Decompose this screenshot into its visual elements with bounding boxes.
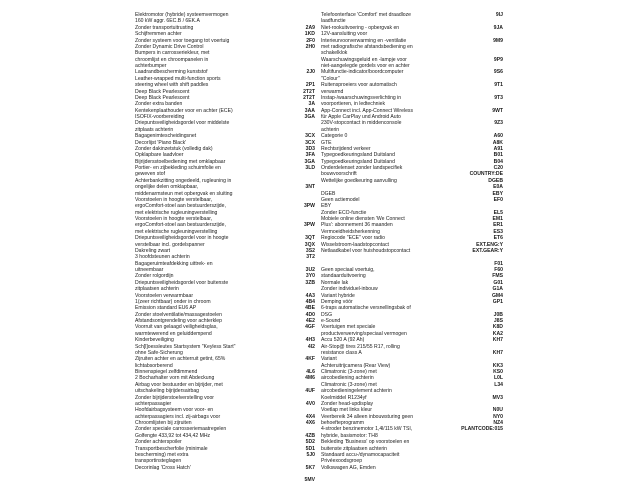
option-description-line: Emission standard EU6 AP bbox=[135, 305, 197, 312]
option-code: 4M6 bbox=[305, 375, 315, 382]
option-description-line: Zonder ECO-functie bbox=[321, 209, 367, 216]
option-code: 4X6 bbox=[305, 420, 315, 426]
option-description-line: Hoofdairbagsysteem voor voor- en bbox=[135, 407, 214, 414]
option-description-line: Demping vóór bbox=[321, 298, 353, 305]
option-description-line: Waarschuwingsgeluid en -lampje voor bbox=[321, 56, 407, 63]
option-description-line: Accu 520 A (92 Ah) bbox=[321, 337, 365, 344]
option-description-line: 12V-aansluiting voor bbox=[321, 31, 368, 38]
option-code: DGEB bbox=[488, 177, 503, 184]
option-description-line: Voetlap met links kleur bbox=[321, 407, 372, 414]
option-code: 1KD bbox=[304, 31, 315, 38]
option-description-line: Afstandsontgrendeling voor achterklep bbox=[135, 318, 222, 324]
option-description-line: achterbumper bbox=[135, 63, 167, 69]
option-description-line: Golfengte 433,92 tot 434,42 MHz bbox=[135, 432, 211, 439]
option-description-line: schakelklok bbox=[321, 50, 348, 57]
option-description-line: Schijfremmen achter bbox=[135, 31, 182, 38]
option-description-line: ergoComfort-stoel aan bestuurderszijde, bbox=[135, 203, 226, 210]
option-description-line: Zonder rolgordijn bbox=[135, 273, 174, 280]
option-code: 3FA bbox=[305, 152, 315, 159]
option-description-line: Portier- en zijbekleding schuimfolie en bbox=[135, 165, 221, 171]
option-description-line: Driepuntsveiligheidsgordel voor in hoogte bbox=[135, 235, 229, 242]
option-code: 9Z3 bbox=[494, 120, 503, 127]
option-description-line: Koelmiddel R1234yf bbox=[321, 394, 367, 401]
option-description-line: Bumpers in carrosseriekleur, met bbox=[135, 50, 210, 57]
option-description-line: Binnenspiegel zelfdimmend bbox=[135, 369, 198, 375]
option-code: 3QX bbox=[304, 241, 315, 248]
option-description-line: Onderdelenset zonder landspecifiek bbox=[321, 165, 403, 171]
option-code: KS0 bbox=[493, 369, 503, 375]
option-description-line: Zonder speciale carrosseriemaatregelen bbox=[135, 426, 227, 433]
option-description-line: Variant hybride bbox=[321, 292, 355, 299]
option-description-line: uitneembaar bbox=[135, 267, 164, 273]
option-description-line: Multifunctie-indicator/boordcomputer bbox=[321, 69, 404, 76]
option-description-line: bouwvoorschrift bbox=[321, 171, 357, 178]
option-description-line: uitschakeling bijrijdersairbag bbox=[135, 388, 199, 395]
option-code: COUNTRY:DE bbox=[469, 171, 503, 178]
option-description-line: buitenste zitplaatsen achterin bbox=[321, 445, 387, 452]
option-description-line: laadfunctie bbox=[321, 18, 346, 25]
option-description-line: met elektrische rugleuningverstelling bbox=[135, 209, 218, 216]
option-description-line: Achteruitrijcamera (Rear View) bbox=[321, 362, 391, 369]
option-description-line: 230V-stopcontact in middenconsole bbox=[321, 120, 402, 127]
option-description-line: achterin bbox=[321, 126, 340, 133]
option-description-line: Zonder individuel-inbouw bbox=[321, 286, 378, 293]
option-code: EBY bbox=[492, 190, 503, 197]
option-code: 3GA bbox=[304, 158, 315, 165]
left-description-column bbox=[135, 12, 295, 471]
option-code: FMS bbox=[492, 273, 503, 280]
option-description-line: Airbag voor bestuurder en bijrijder, met bbox=[135, 381, 223, 388]
option-code: ES3 bbox=[493, 228, 503, 235]
option-code: A60 bbox=[493, 133, 503, 140]
option-code: G01 bbox=[493, 279, 503, 286]
option-code: 2J0 bbox=[306, 69, 315, 76]
option-code: KH7 bbox=[492, 337, 503, 344]
option-description-line: ongelijke delen omklapbaar, bbox=[135, 184, 199, 191]
option-description-line: Zijruiten achter en achterruit getint, 65% bbox=[135, 356, 226, 363]
option-description-line: behoefteprogramm bbox=[321, 420, 365, 426]
option-description-line: Bijrijdersstoelbediening met omklapbaar bbox=[135, 158, 226, 165]
option-description-line: verwarmd bbox=[321, 88, 344, 95]
option-code: EXT.ENG:Y bbox=[476, 241, 503, 248]
option-description-line: Categorie 0 bbox=[321, 133, 348, 140]
option-code: EF0 bbox=[493, 196, 503, 203]
option-code: 5D1 bbox=[305, 445, 315, 452]
option-description-line: Zonder bijrijderstoelverstelling voor bbox=[135, 394, 214, 401]
option-description-line: met radiografische afstandsbediening en bbox=[321, 43, 413, 50]
option-description-line: achterpassagier bbox=[135, 400, 172, 407]
option-code: 5J0 bbox=[306, 451, 315, 458]
option-description-line: Laadrandbescherming kunststof bbox=[135, 69, 208, 76]
option-description-line: Zonder Dynamic Drive Control bbox=[135, 43, 204, 50]
option-description-line: Vermoeidheidsherkenning bbox=[321, 228, 380, 235]
option-description-line: Voorruit van gelaagd veiligheidsglas, bbox=[135, 324, 218, 331]
option-description-line: Kinderbeveiliging bbox=[135, 337, 174, 344]
option-description-line: hybride, basismotor: TH8 bbox=[321, 432, 378, 439]
option-code: 4A3 bbox=[305, 292, 315, 299]
option-code: EM1 bbox=[492, 216, 503, 222]
option-description-line: Zonder extra banden bbox=[135, 101, 183, 108]
option-description-line: 1(zeer richtbaar) onder in chroom bbox=[135, 298, 211, 305]
option-description-line: verstelbaar incl. gordelspanner bbox=[135, 241, 205, 248]
option-description-line: GTE bbox=[321, 139, 332, 146]
option-code: L34 bbox=[494, 381, 503, 388]
option-description-line: standaarduitvoering bbox=[321, 273, 366, 280]
option-code: F60 bbox=[494, 267, 503, 273]
option-code: 3AA bbox=[304, 107, 315, 114]
option-description-line: Voorstoelen verwarmbaar bbox=[135, 292, 194, 299]
option-description-line: ergoComfort-stoel aan bestuurderszijde, bbox=[135, 222, 226, 229]
option-description-line: Typegoedkeuringsland Duitsland bbox=[321, 158, 395, 165]
option-code: 4D0 bbox=[305, 311, 315, 318]
option-code: 4GF bbox=[305, 324, 315, 331]
option-description-line: 4-stroder benzinemotor 1,4l/115 kW TSI, bbox=[321, 426, 413, 433]
right-code-column bbox=[457, 12, 503, 433]
option-description-line: met elektrische rugleuningverstelling bbox=[135, 228, 218, 235]
option-description-line: Normale lak bbox=[321, 279, 349, 286]
option-description-line: DGEB bbox=[321, 190, 336, 197]
option-code: 3CX bbox=[305, 133, 315, 140]
option-description-line: middenarmsteun met opbergvak en sluiting bbox=[135, 190, 233, 197]
option-code: A91 bbox=[493, 145, 503, 152]
option-description-line: Transportbescherfolie (minimale bbox=[135, 445, 208, 452]
option-description-line: ohne Safe-Sicherung bbox=[135, 349, 183, 356]
option-code: 4ZB bbox=[305, 432, 315, 439]
option-description-line: Zonder systeem voor toegang tot voertuig bbox=[135, 37, 230, 44]
option-description-line: 160 kW aggr. 6EC.B / 6EK.A bbox=[135, 18, 200, 25]
option-description-line: Geen speciaal voertuig, bbox=[321, 267, 375, 273]
option-code: A8K bbox=[492, 139, 503, 146]
option-description-line: Geen actiemodel bbox=[321, 196, 360, 203]
option-description-line: zitplaats achterin bbox=[135, 126, 174, 133]
option-code: 2T2T bbox=[303, 88, 315, 95]
option-description-line: Privéexoodsgroep bbox=[321, 458, 363, 465]
option-code: KA2 bbox=[492, 330, 503, 337]
option-code: 9T1 bbox=[494, 82, 503, 89]
option-description-line: Bekleding 'Business' op voorstoelen en bbox=[321, 439, 410, 446]
option-code: NY0 bbox=[493, 413, 503, 420]
option-code: 2T2T bbox=[303, 94, 315, 101]
option-code: 4L6 bbox=[306, 369, 315, 375]
left-code-column bbox=[295, 12, 315, 484]
option-code: GP1 bbox=[492, 298, 503, 305]
option-code: 9T3 bbox=[494, 94, 503, 101]
option-description-line: Air-Stop@ tires 215/55 R17, rolling bbox=[321, 343, 400, 350]
option-description-line: 6-traps automatische versnellingsbak of bbox=[321, 305, 411, 312]
option-code: 4B4 bbox=[305, 298, 315, 305]
option-code: MV3 bbox=[492, 394, 503, 401]
option-description-line: Zonder stoelventilatie/massagestoelen bbox=[135, 311, 222, 318]
option-code: 2F0 bbox=[306, 37, 315, 44]
option-description-line: Voorstoelen in hoogte verstelbaar, bbox=[135, 196, 213, 203]
option-description-line: 2 Bocharhalter vorn mit Abdeckung bbox=[135, 375, 215, 382]
option-description-line: Zonder head-updisplay bbox=[321, 400, 374, 407]
option-code: KH7 bbox=[492, 349, 503, 356]
option-code: N0U bbox=[492, 407, 503, 414]
option-description-line: für Apple CarPlay und Android Auto bbox=[321, 114, 401, 120]
option-code: 3PW bbox=[303, 203, 315, 210]
option-description-line: chroomlijst en chroompanelen in bbox=[135, 56, 209, 63]
option-description-line: Climatronic (3-zone) met bbox=[321, 369, 377, 375]
option-description-line: niet-aangelegde gordels voor en achter bbox=[321, 63, 410, 69]
option-description-line: Climatronic (3-zone) met bbox=[321, 381, 377, 388]
option-description-line: Bagageruimteafdekking uittrek- en bbox=[135, 260, 213, 267]
option-code: 9IJ bbox=[495, 12, 503, 18]
option-code: 4BE bbox=[305, 305, 315, 312]
option-code: F01 bbox=[494, 260, 503, 267]
option-description-line: Netlaadkabel voor huishoudstopcontact bbox=[321, 247, 411, 254]
option-description-line: Decorinlag 'Cross Hatch' bbox=[135, 464, 191, 471]
option-code: E0A bbox=[493, 184, 503, 191]
option-code: 3U2 bbox=[305, 267, 315, 273]
option-description-line: Opklapbare laadvloer bbox=[135, 152, 184, 159]
option-description-line: Chroomlijsten bij zijruiten bbox=[135, 420, 192, 426]
option-code: 9P9 bbox=[493, 56, 503, 63]
option-description-line: Elektromotor (hybride) systeemvermogen bbox=[135, 12, 229, 18]
option-description-line: Dakreling zwart bbox=[135, 247, 171, 254]
option-description-line: Mobiele online diensten 'We Connect bbox=[321, 216, 405, 222]
option-description-line: steering wheel with shift paddles bbox=[135, 82, 209, 89]
option-description-line: Wisselstroom-laadstopcontact bbox=[321, 241, 389, 248]
option-code: 9S6 bbox=[493, 69, 503, 76]
option-description-line: Zonder transportuitrusting bbox=[135, 24, 194, 31]
option-code: EL5 bbox=[493, 209, 503, 216]
option-code: C20 bbox=[493, 165, 503, 171]
option-description-line: ISOFIX-voorbereiding bbox=[135, 114, 185, 120]
option-code: 3S2 bbox=[305, 247, 315, 254]
option-description-line: Zonder dakinzetstuk (volledig dak) bbox=[135, 145, 213, 152]
option-description-line: "Colour" bbox=[321, 75, 340, 82]
option-description-line: Driepuntsveiligheidsgordel voor middelste bbox=[135, 120, 230, 127]
option-code: PLANTCODE:015 bbox=[461, 426, 503, 433]
option-code: 4I2 bbox=[307, 343, 315, 350]
option-description-line: DSG bbox=[321, 311, 333, 318]
option-code: 3CX bbox=[305, 139, 315, 146]
option-description-line: Volkswagen AG, Emden bbox=[321, 464, 376, 471]
option-description-line: Achterbankzitting ongedeeld, rugleuning in bbox=[135, 177, 232, 184]
option-description-line: voorportieren, in ledtechniek bbox=[321, 101, 385, 108]
option-code: ER1 bbox=[493, 222, 503, 229]
option-code: 4H3 bbox=[305, 337, 315, 344]
option-description-line: Standaard accu-/dynamocapaciteit bbox=[321, 451, 400, 458]
option-code: B01 bbox=[493, 152, 503, 159]
option-code: 4E2 bbox=[305, 318, 315, 324]
option-code: 2P1 bbox=[305, 82, 315, 89]
option-code: 4V0 bbox=[305, 400, 315, 407]
option-code: 3D3 bbox=[305, 145, 315, 152]
option-description-line: geweven stof bbox=[135, 171, 166, 178]
option-code: 5K7 bbox=[305, 464, 315, 471]
option-code: 3QT bbox=[305, 235, 315, 242]
option-description-line: Typegoedkeuringsland Duitsland bbox=[321, 152, 395, 159]
option-description-line: achterpassagiers incl. zij-airbags voor bbox=[135, 413, 221, 420]
option-description-line: Kentekenplaathouder voor en achter (ECE) bbox=[135, 107, 233, 114]
option-description-line: Bagagenimtescheidingsnet bbox=[135, 133, 197, 140]
option-code: 9WT bbox=[492, 107, 503, 114]
option-code: NZ4 bbox=[493, 420, 503, 426]
option-code: 3A bbox=[308, 101, 315, 108]
option-description-line: Decorlijst 'Piano Black' bbox=[135, 139, 187, 146]
option-code: G1A bbox=[492, 286, 503, 293]
option-description-line: aircobediening achterin bbox=[321, 375, 374, 382]
option-description-line: Zonder achterspoiler bbox=[135, 439, 182, 446]
option-description-line: Niet-rookuitvoering - opbergvak en bbox=[321, 24, 400, 31]
option-code: J8S bbox=[493, 318, 503, 324]
option-description-line: Regiocode "ECE" voor radio bbox=[321, 235, 385, 242]
option-code: 3GA bbox=[304, 114, 315, 120]
option-description-line: Plus': abonnement 36 maanden bbox=[321, 222, 393, 229]
option-description-line: Deep Black Pearlescent bbox=[135, 94, 190, 101]
option-description-line: Instap-/waarschuwingsverlichting in bbox=[321, 94, 402, 101]
option-code: 3LD bbox=[305, 165, 315, 171]
option-list-document bbox=[135, 12, 503, 484]
option-code: 3T2 bbox=[306, 254, 315, 261]
option-code: 2A9 bbox=[305, 24, 315, 31]
option-code: 3PW bbox=[303, 222, 315, 229]
option-code: GM4 bbox=[491, 292, 503, 299]
option-code: B04 bbox=[493, 158, 503, 165]
option-description-line: Ruitensproeiers voor automatisch bbox=[321, 82, 397, 89]
right-description-column bbox=[321, 12, 457, 471]
option-description-line: Variant bbox=[321, 356, 337, 363]
option-code: 2H0 bbox=[305, 43, 315, 50]
option-description-line: bescherming) met extra bbox=[135, 451, 189, 458]
option-code: ET6 bbox=[493, 235, 503, 242]
option-description-line: Interieurvoorverwarming en -ventilatie bbox=[321, 37, 407, 44]
option-description-line: Voorstoelen in hoogte verstelbaar, bbox=[135, 216, 213, 222]
option-description-line: Deep Black Pearlescent bbox=[135, 88, 190, 95]
option-description-line: resistance class A bbox=[321, 349, 362, 356]
option-code: L0L bbox=[493, 375, 503, 382]
option-code: 3NT bbox=[305, 184, 315, 191]
option-code: EXT.GEAR:Y bbox=[472, 247, 503, 254]
option-description-line: Wettelijke goedkeuring aanvulling bbox=[321, 177, 397, 184]
option-code: 9M9 bbox=[493, 37, 503, 44]
option-code: J0B bbox=[493, 311, 503, 318]
option-description-line: lichtabsorberend bbox=[135, 362, 173, 369]
option-description-line: 3 hoofdsteunen achterin bbox=[135, 254, 190, 261]
option-description-line: App-Connect incl. App-Connect Wireless bbox=[321, 107, 414, 114]
option-description-line: Telefoonterface 'Comfort' met draadloze bbox=[321, 12, 411, 18]
option-code: 9JA bbox=[493, 24, 503, 31]
option-description-line: zitplaatsen achterin bbox=[135, 286, 179, 293]
option-code: 5MV bbox=[304, 477, 315, 484]
option-description-line: transportinsteglagen bbox=[135, 458, 182, 465]
option-code: K8D bbox=[492, 324, 503, 331]
option-code: 3ZB bbox=[305, 279, 315, 286]
option-code: 4KF bbox=[305, 356, 315, 363]
option-description-line: Sch[l]oessleutes Startsystem "Keyless Start" bbox=[135, 343, 236, 350]
option-description-line: Driepuntsveiligheidsgordel voor buitenste bbox=[135, 279, 229, 286]
option-code: 4X4 bbox=[305, 413, 315, 420]
option-description-line: EBY bbox=[321, 203, 332, 210]
option-description-line: productverwerving/speciaal vermogen bbox=[321, 330, 407, 337]
option-description-line: Voertuigen met speciale bbox=[321, 324, 376, 331]
option-description-line: Veerbereik 34 alleen inbouwsturing geen bbox=[321, 413, 414, 420]
option-code: 3Y0 bbox=[305, 273, 315, 280]
option-code: KK3 bbox=[492, 362, 503, 369]
option-code: 4UF bbox=[305, 388, 315, 395]
option-description-line: Rechtsrijdend verkeer bbox=[321, 145, 371, 152]
option-description-line: e-Sound bbox=[321, 318, 341, 324]
option-description-line: Leather-wrapped multi-function sports bbox=[135, 75, 221, 82]
option-code: 5D2 bbox=[305, 439, 315, 446]
option-description-line: warmtewerend en geluiddempend bbox=[135, 330, 212, 337]
option-description-line: aircobedieningelement achterin bbox=[321, 388, 392, 395]
